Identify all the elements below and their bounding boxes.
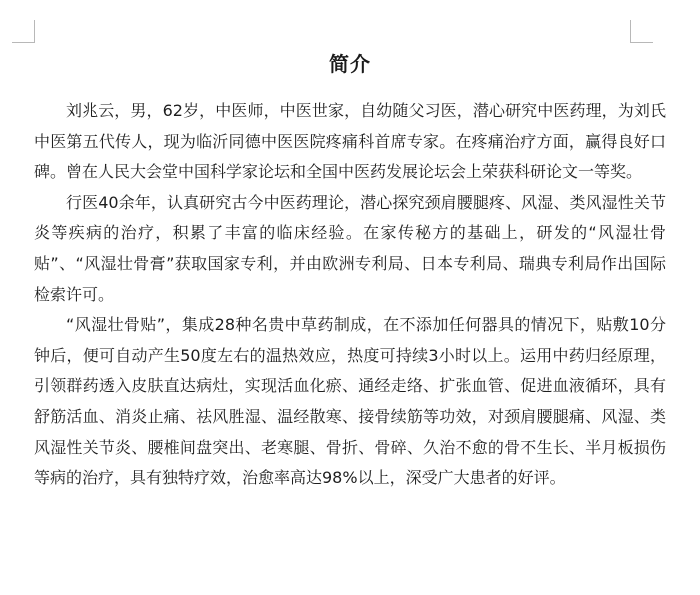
page-title: 简介 [329, 52, 371, 76]
paragraph-intro: 刘兆云，男，62岁，中医师，中医世家，自幼随父习医，潜心研究中医药理，为刘氏中医第五代传人，现为临沂同德中医医院疼痛科首席专家。在疼痛治疗方面，赢得良好口碑。曾在人民大会堂中国科学家论坛和全国中医药发展论坛会上荣获科研论文一等奖。 [34, 101, 666, 182]
paragraph-practice: 行医40余年，认真研究古今中医药理论，潜心探究颈肩腰腿疼、风湿、类风湿性关节炎等疾病的治疗，积累了丰富的临床经验。在家传秘方的基础上，研发的“风湿壮骨贴”、“风湿壮骨膏”获取国家专利，并由欧洲专利局、日本专利局、瑞典专利局作出国际检索许可。 [34, 192, 666, 304]
document-body [34, 96, 666, 494]
crop-mark-top-left [12, 20, 35, 43]
crop-mark-top-right [630, 20, 653, 43]
paragraph-product: “风湿壮骨贴”，集成28种名贵中草药制成，在不添加任何器具的情况下，贴敷10分钟后，便可自动产生50度左右的温热效应，热度可持续3小时以上。运用中药归经原理，引领群药透入皮肤直达病灶，实现活血化瘀、通经走络、扩张血管、促进血液循环，具有舒筋活血、消炎止痛、祛风胜湿、温经散寒、接骨续筋等功效，对颈肩腰腿痛、风湿、类风湿性关节炎、腰椎间盘突出、老寒腿、骨折、骨碎、久治不愈的骨不生长、半月板损伤等病的治疗，具有独特疗效，治愈率高达98%以上，深受广大患者的好评。 [34, 315, 666, 488]
